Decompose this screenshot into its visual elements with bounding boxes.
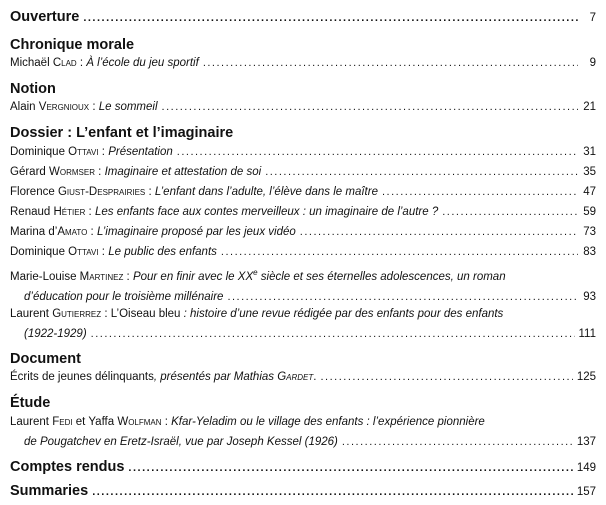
dot-leader [83,9,578,27]
article-title: Imaginaire et attestation de soi [104,166,262,178]
page-number: 149 [576,462,596,474]
separator: : [76,57,87,69]
author-last: Ottavi [68,146,99,158]
author-last: Wormser [49,166,95,178]
section-heading-dossier: Dossier : L’enfant et l’imaginaire [10,125,234,141]
page-number: 59 [583,206,596,218]
page-number: 93 [583,290,596,303]
dot-leader [227,290,578,305]
page-number: 35 [583,166,596,178]
article-title: Kfar-Yeladim ou le village des enfants : l’expérience pionnière [171,416,485,428]
author-last: Gutierrez [52,308,102,320]
separator: : [89,101,99,113]
entry-title: Ouverture [10,9,80,25]
article-title: Les enfants face aux contes merveilleux : un imaginaire de l’autre ? [94,206,439,218]
section-heading-notion: Notion [10,81,56,97]
toc-entry-dossier-0[interactable] [10,145,596,163]
article-title-line2: (1922-1929) [24,328,87,340]
separator: : [145,186,155,198]
period: . [313,371,317,383]
article-title-line2: de Pougatchev en Eretz-Israël, vue par Joseph Kessel (1926) [24,436,338,448]
author-last: Clad [52,57,77,69]
section-heading-chronique: Chronique morale [10,37,135,53]
dot-leader [382,185,578,200]
author-last: Hétier [53,206,86,218]
dot-leader [162,100,578,115]
dot-leader [92,483,573,501]
entry-title: Summaries [10,483,89,499]
presented-by: , présentés par Mathias [153,371,278,383]
toc-entry-martinez[interactable] [10,265,596,305]
section-heading-etude: Étude [10,395,51,411]
article-title: : histoire d’une revue rédigée par des enfants pour des enfants [180,308,504,320]
dot-leader [300,225,578,240]
article-title: L’enfant dans l’adulte, l’élève dans le maître [154,186,378,198]
page-number: 125 [576,371,596,383]
toc-entry-dossier-5[interactable] [10,245,596,263]
separator: : [101,308,111,320]
dot-leader [320,370,572,385]
author-first: Laurent [10,416,53,428]
author-last: Vergnioux [38,101,90,113]
dot-leader [203,56,578,71]
author-first: Alain [10,101,39,113]
toc-entry-dossier-1[interactable] [10,165,596,183]
page-number: 83 [583,246,596,258]
toc-entry-summaries[interactable] [10,482,596,500]
toc-entry-fedi-wolfman[interactable] [10,415,596,455]
author-first: Laurent [10,308,53,320]
page-number: 73 [583,226,596,238]
author-last: Giust-Desprairies [57,186,146,198]
separator: : [98,146,109,158]
coauthor-last: Wolfman [117,416,162,428]
article-title: Écrits de jeunes délinquants [10,371,154,383]
section-heading-document: Document [10,351,81,367]
author-last: Fedi [52,416,73,428]
article-title-line2: d’éducation pour le troisième millénaire [24,290,224,303]
superscript: e [253,268,258,277]
toc-entry-gardet[interactable] [10,370,596,388]
dot-leader [265,165,578,180]
toc-entry-dossier-4[interactable] [10,225,596,243]
article-title: Pour en finir avec le XX [132,270,254,283]
page-number: 111 [578,328,596,340]
page-number: 7 [589,12,596,24]
separator: : [87,226,97,238]
entry-title: Comptes rendus [10,459,125,475]
page-number: 21 [583,101,596,113]
dot-leader [342,435,573,450]
article-title-cont: siècle et ses éternelles adolescences, un roman [257,270,506,283]
separator: : [98,246,109,258]
author-last: Martinez [79,270,124,283]
author-last: Ottavi [68,246,99,258]
separator: : [123,270,133,283]
separator: : [94,166,105,178]
separator: : [85,206,95,218]
page-number: 47 [583,186,596,198]
toc-entry-vergnioux[interactable] [10,100,596,118]
toc-entry-gutierrez[interactable] [10,307,596,347]
author-first: Florence [10,186,58,198]
toc-entry-dossier-3[interactable] [10,205,596,223]
author-first: Marina d’ [10,226,58,238]
journal-name: L’Oiseau bleu [110,308,181,320]
article-title: Le public des enfants [108,246,217,258]
author-first: Renaud [10,206,54,218]
author-first: Gérard [10,166,49,178]
dot-leader [128,459,572,477]
author-first: Dominique [10,146,69,158]
page-number: 157 [576,486,596,498]
author-first: Michaël [10,57,53,69]
page-number: 137 [576,436,596,448]
toc-entry-comptes-rendus[interactable] [10,458,596,476]
page-number: 31 [583,146,596,158]
article-title: Le sommeil [98,101,158,113]
dot-leader [177,145,578,160]
author-first: Dominique [10,246,69,258]
article-title: L’imaginaire proposé par les jeux vidéo [96,226,296,238]
author-last: Gardet [277,371,314,383]
toc-entry-dossier-2[interactable] [10,185,596,203]
dot-leader [221,245,578,260]
article-title: À l’école du jeu sportif [86,57,199,69]
author-first: Marie-Louise [10,270,80,283]
page-number: 9 [589,57,596,69]
coauthor-first: et Yaffa [72,416,118,428]
toc-entry-clad[interactable] [10,56,596,74]
article-title: Présentation [108,146,173,158]
author-last: Amato [57,226,88,238]
dot-leader [91,327,575,342]
toc-entry-ouverture[interactable] [10,8,596,26]
separator: : [161,416,172,428]
dot-leader [442,205,578,220]
